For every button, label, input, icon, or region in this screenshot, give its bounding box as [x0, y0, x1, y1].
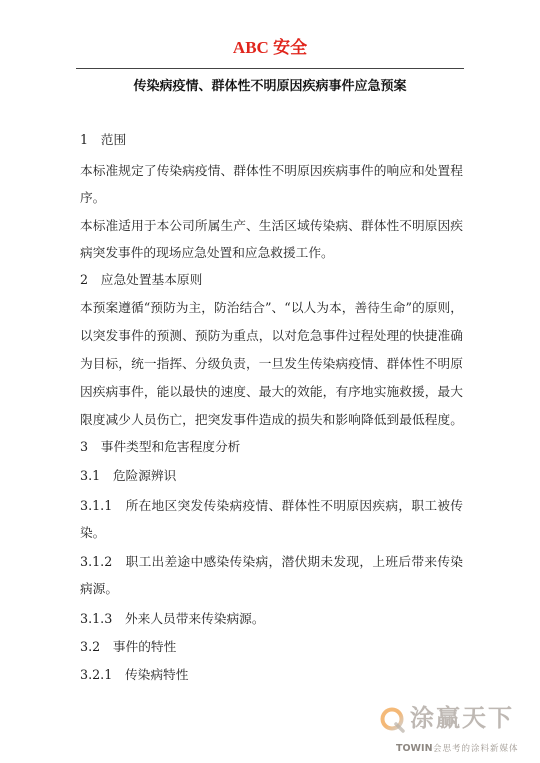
text-line: 序。: [80, 190, 106, 205]
text-line: 染。: [80, 525, 106, 540]
text-line: 3.1.2 职工出差途中感染传染病，潜伏期未发现，上班后带来传染: [80, 554, 463, 569]
towin-logo-icon: [379, 706, 407, 734]
text-line: 3.1.3 外来人员带来传染病源。: [80, 611, 265, 626]
header-divider: [76, 68, 464, 69]
text-line: 为目标，统一指挥、分级负责，一旦发生传染病疫情、群体性不明原: [80, 356, 463, 371]
text-line: 本预案遵循“预防为主，防治结合”、“以人为本，善待生命”的原则，: [80, 300, 463, 315]
watermark-slogan: 会思考的涂料新媒体: [433, 744, 519, 754]
watermark-logo-text: 涂赢天下: [410, 704, 514, 732]
text-line: 病突发事件的现场应急处置和应急救援工作。: [80, 245, 334, 260]
text-line: 以突发事件的预测、预防为重点，以对危急事件过程处理的快捷准确: [80, 328, 463, 343]
text-line: 1 范围: [80, 132, 127, 147]
text-line: 本标准规定了传染病疫情、群体性不明原因疾病事件的响应和处置程: [80, 163, 463, 178]
company-brand-header: ABC 安全: [232, 38, 308, 57]
text-line: 3.1 危险源辨识: [80, 468, 177, 483]
text-line: 2 应急处置基本原则: [80, 272, 203, 287]
text-line: 病源。: [80, 581, 119, 596]
text-line: 本标准适用于本公司所属生产、生活区域传染病、群体性不明原因疾: [80, 218, 463, 233]
text-line: 因疾病事件，能以最快的速度、最大的效能，有序地实施救援，最大: [80, 384, 463, 399]
watermark-brand-en: TOWIN: [396, 743, 433, 754]
text-line: 3.2.1 传染病特性: [80, 667, 189, 682]
text-line: 3.1.1 所在地区突发传染病疫情、群体性不明原因疾病，职工被传: [80, 498, 463, 513]
text-line: 限度减少人员伤亡，把突发事件造成的损失和影响降低到最低程度。: [80, 412, 463, 427]
document-title: 传染病疫情、群体性不明原因疾病事件应急预案: [133, 79, 407, 94]
text-line: 3.2 事件的特性: [80, 639, 177, 654]
text-line: 3 事件类型和危害程度分析: [80, 439, 241, 454]
